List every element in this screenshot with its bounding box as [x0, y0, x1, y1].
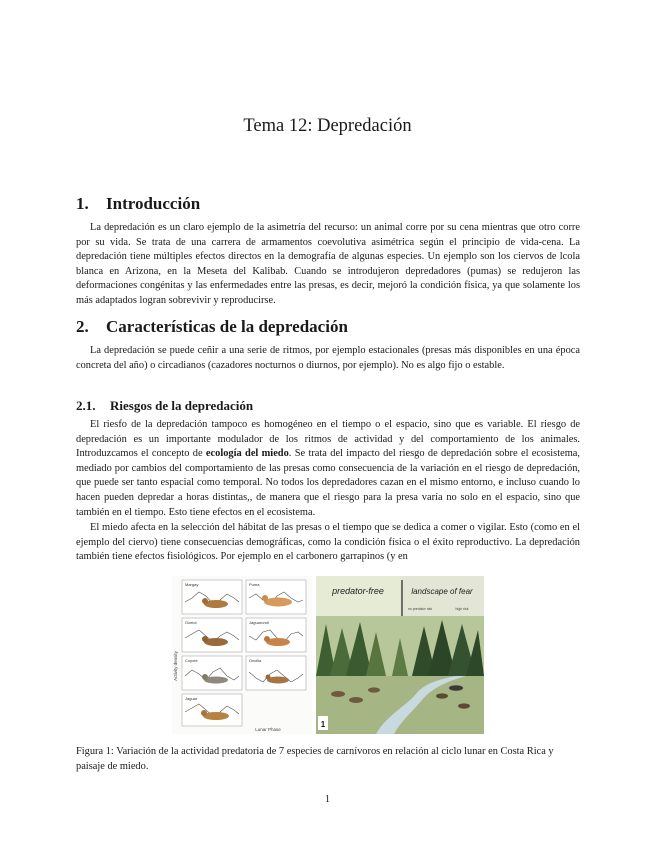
section-number: 1. [76, 194, 89, 213]
figure-caption: Figura 1: Variación de la actividad predatoria de 7 especies de carnívoros en relación al ciclo lunar en Costa Rica y paisaje de miedo. [76, 746, 554, 772]
sublabel-no-risk: no predator risk [407, 607, 433, 611]
paragraph-riesgos-2: El miedo afecta en la selección del hábitat de las presas o el tiempo que se dedica a comer o vigilar. Esto (como en el ejemplo del ciervo) tiene consecuencias demográficas, como la condición física o el éxito reproductivo. La depredación también tiene efectos fisiológicos. Por ejemplo en el carbonero garrapinos (y en [76, 522, 580, 563]
label-landscape-of-fear: landscape of fear [411, 587, 473, 596]
section-heading-caracteristicas [76, 317, 348, 337]
wolf [449, 685, 463, 691]
page-number: 1 [324, 794, 331, 805]
species-label: Puma [249, 582, 260, 587]
paragraph-introduccion: La depredación es un claro ejemplo de la asimetría del recurso: un animal corre por su cena mientras que otro corre por su vida. Se trata de una carrera de armamentos coevolutiva asimétrica según el principio de vida-cena. La depredación tiene múltiples efectos directos en la demografía de algunas especies. Un ejemplo son los ciervos de lcola blanca en Arizona, en la Meseta del Kalibab. Cuando se introdujeron depredadores (pumas) se redujeron las deformaciones congénitas y las enfermedades entre las presas, es decir, mejoró la condición física, ya que solamente los más adaptados logran sobrevivir y reproducirse. [76, 222, 580, 306]
cat-illustration [264, 598, 292, 607]
species-label: Ocelot [185, 620, 197, 625]
lunar-activity-figure [172, 576, 312, 734]
landscape-of-fear-illustration [316, 576, 484, 734]
section-title: Características de la depredación [106, 317, 348, 336]
trees [316, 616, 484, 676]
paragraph-riesgos-1 [76, 418, 580, 520]
species-label: Jaguarundi [249, 620, 269, 625]
bold-term: ecología del miedo [205, 448, 289, 460]
section-title: Introducción [106, 194, 201, 213]
subsection-heading-riesgos [76, 398, 253, 414]
subplot-5 [182, 656, 242, 690]
landscape-svg [316, 576, 484, 734]
paragraph-caracteristicas: La depredación se puede ceñir a una serie de ritmos, por ejemplo estacionales (presas más disponibles en una época concreta del año) o circadianos (cazadores nocturnos o diurnos, por ejemplo). No es algo fijo o estable. [76, 345, 580, 371]
species-label: Oncilla [249, 658, 262, 663]
subplot-7 [182, 694, 242, 726]
label-predator-free: predator-free [332, 586, 384, 596]
text-run: . Se trata del impacto del riesgo de depredación sobre el ecosistema, mediado por cambios del comportamiento de las presas como consecuencia de la variación en el riesgo de depredación, que puede ser tanto espacial como temporal. No todos los depredadores cazan en el mismo entorno, e incluso cuando lo hacen pueden depredar a horas distintas,, de manera que el riesgo para la presa varía no solo en el espacio, sino que también en el tiempo. Esto tiene efectos en el ecosistema. [76, 448, 580, 518]
subplot-2 [246, 580, 306, 614]
subsection-number: 2.1. [76, 398, 96, 413]
figure-1 [172, 576, 484, 734]
species-label: Margay [185, 582, 199, 587]
page-title: Tema 12: Depredación [243, 116, 412, 136]
sublabel-high-risk: high risk [455, 607, 469, 611]
y-axis-label: Activity density [173, 651, 178, 681]
subplot-1 [182, 580, 242, 614]
lunar-activity-svg [172, 576, 312, 734]
subplot-6 [246, 656, 306, 690]
subsection-title: Riesgos de la depredación [110, 398, 254, 413]
subplot-3 [182, 618, 242, 652]
text-run: El riesfo de la depredación tampoco es homogéneo en el tiempo o el espacio, sino que es variable. El riesgo de depredación es un importante modulador de los ritmos de actividad y del comportamiento de los animales. Introduzcamos el concepto de [76, 419, 580, 460]
species-label: Jaguar [185, 696, 198, 701]
subplot-4 [246, 618, 306, 652]
x-axis-label: Lunar Phase [255, 727, 281, 732]
section-heading-introduccion [76, 194, 200, 214]
species-label: Coyote [185, 658, 198, 663]
section-number: 2. [76, 317, 89, 336]
panel-number: 1 [320, 720, 326, 729]
